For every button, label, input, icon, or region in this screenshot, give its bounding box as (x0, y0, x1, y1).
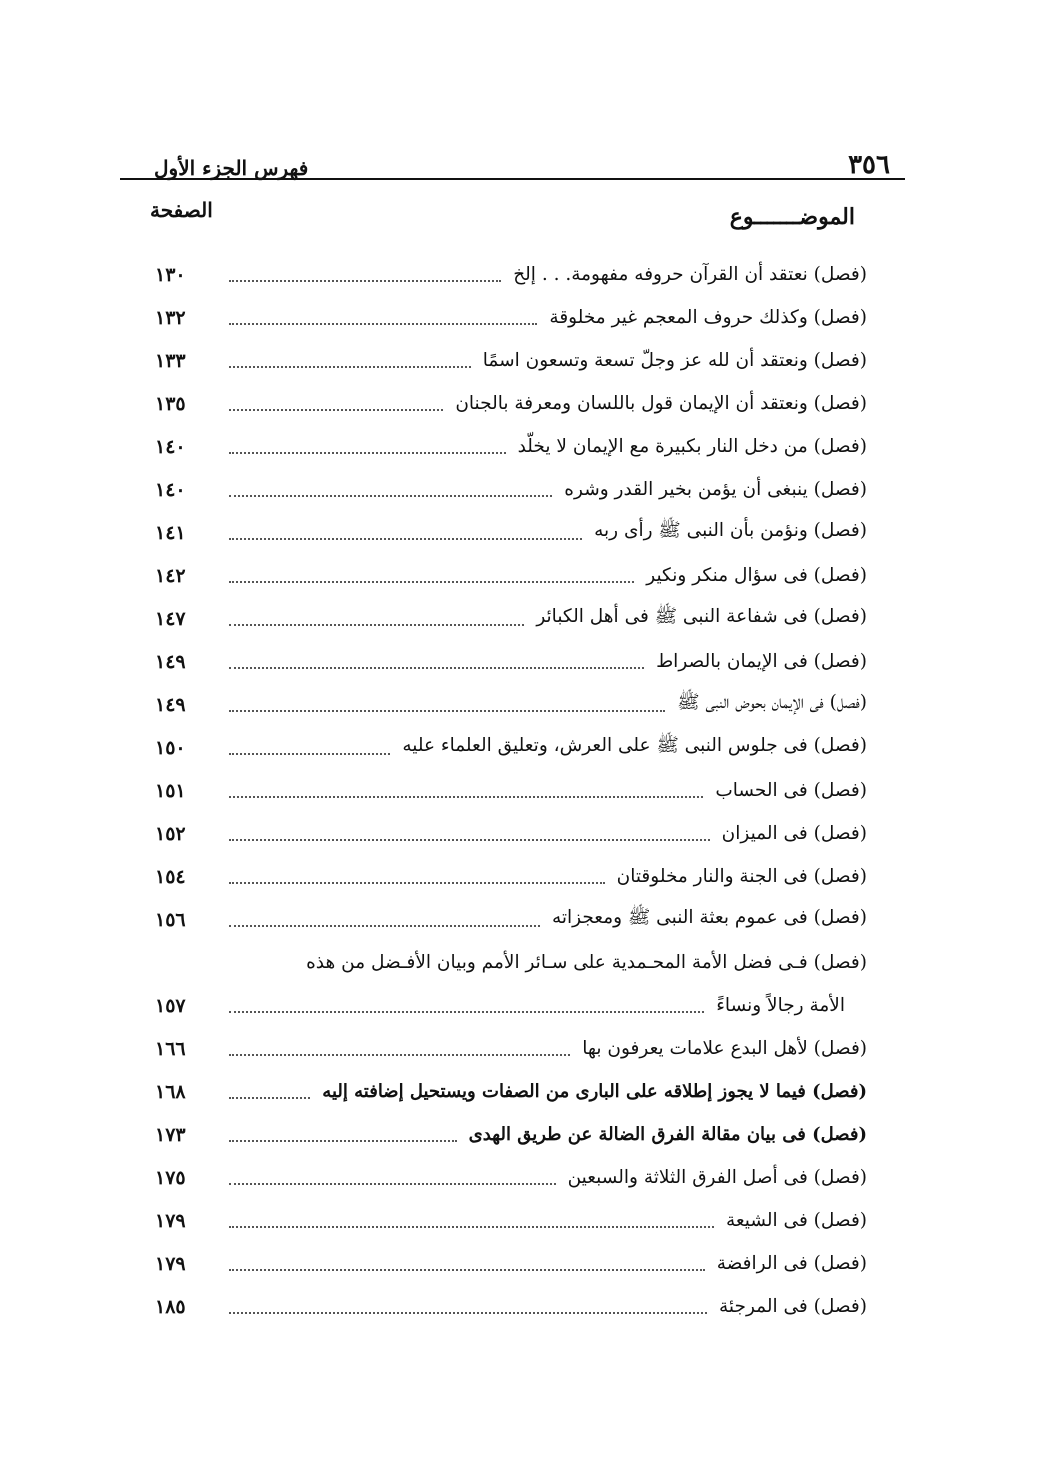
toc-entry (120, 769, 905, 812)
entry-page: ١٤٧ (155, 607, 186, 630)
dot-leader (229, 452, 506, 454)
column-headings (120, 198, 905, 238)
toc-entry (120, 382, 905, 425)
toc-entry (120, 296, 905, 339)
entry-title: (فصل) ونؤمن بأن النبى ﷺ رأى ربه (594, 519, 867, 541)
dot-leader (229, 624, 524, 626)
entry-title: (فصل) لأهل البدع علامات يعرفون بها (582, 1038, 867, 1059)
running-head (120, 138, 905, 178)
dot-leader (229, 1269, 705, 1271)
dot-leader (229, 796, 703, 798)
dot-leader (229, 581, 634, 583)
entry-title: (فصل) نعتقد أن القرآن حروفه مفهومة. . . إلخ (513, 264, 867, 285)
entry-title: (فصل) فى أصل الفرق الثلاثة والسبعين (567, 1167, 867, 1188)
entry-title: (فصل) ونعتقد أن لله عز وجلّ تسعة وتسعون اسمًا (482, 350, 867, 371)
entry-page: ١٤٠ (155, 435, 186, 458)
entry-title: (فصل) فى الرافضة (716, 1253, 867, 1274)
entry-page: ١٣٥ (155, 392, 186, 415)
toc-entry (120, 253, 905, 296)
dot-leader (229, 280, 501, 282)
entry-title: (فصل) ونعتقد أن الإيمان قول باللسان ومعرفة بالجنان (455, 393, 867, 414)
toc-entry (120, 683, 905, 726)
entry-page: ١٣٢ (155, 306, 186, 329)
entry-page: ١٥٦ (155, 908, 186, 931)
entry-title: (فصل) فـى فضل الأمة المحـمدية على سـائر الأمم وبيان الأفـضل من هذه (306, 952, 867, 973)
entry-title: (فصل) ينبغى أن يؤمن بخير القدر وشره (564, 479, 867, 500)
toc-entry (120, 1113, 905, 1156)
entry-page: ١٥٧ (155, 994, 186, 1017)
entry-page: ١٦٦ (155, 1037, 186, 1060)
entry-page: ١٥٢ (155, 822, 186, 845)
toc-entry (120, 468, 905, 511)
dot-leader (229, 1054, 570, 1056)
entry-page: ١٥١ (155, 779, 186, 802)
page-column-heading: الصفحة (150, 198, 213, 222)
dot-leader (229, 1097, 310, 1099)
toc-entry (120, 898, 905, 941)
entry-title: (فصل) فى عموم بعثة النبى ﷺ ومعجزاته (551, 906, 867, 928)
entry-title: (فصل) فى الإيمان بالصراط (656, 651, 867, 672)
entry-title: (فصل) فى الإيمان بحوض النبى ﷺ (677, 691, 867, 713)
dot-leader (229, 1183, 556, 1185)
toc-entry (120, 1285, 905, 1328)
entry-page: ١٥٠ (155, 736, 186, 759)
entry-title: (فصل) من دخل النار بكبيرة مع الإيمان لا يخلّد (517, 436, 867, 457)
entry-title: الأمة رجالاً ونساءً (716, 995, 845, 1016)
entry-title: (فصل) فى الميزان (721, 823, 867, 844)
entry-page: ١٤٢ (155, 564, 186, 587)
header-rule (120, 178, 905, 180)
entry-page: ١٤٩ (155, 650, 186, 673)
dot-leader (229, 1312, 707, 1314)
dot-leader (229, 538, 582, 540)
entry-page: ١٤٠ (155, 478, 186, 501)
toc-entry (120, 597, 905, 640)
toc-entry (120, 812, 905, 855)
dot-leader (229, 753, 390, 755)
dot-leader (229, 1011, 704, 1013)
toc-entry (120, 554, 905, 597)
toc-entry (120, 425, 905, 468)
entry-page: ١٣٠ (155, 263, 186, 286)
dot-leader (229, 1226, 714, 1228)
entry-title: (فصل) فيما لا يجوز إطلاقه على البارى من الصفات ويستحيل إضافته إليه (322, 1081, 867, 1102)
entry-page: ١٤٩ (155, 693, 186, 716)
dot-leader (229, 710, 665, 712)
entry-title: (فصل) فى الشيعة (725, 1210, 867, 1231)
entry-title: (فصل) فى جلوس النبى ﷺ على العرش، وتعليق العلماء عليه (402, 734, 867, 756)
entry-title: (فصل) فى شفاعة النبى ﷺ فى أهل الكبائر (536, 605, 867, 627)
page-number: ٣٥٦ (848, 150, 890, 180)
dot-leader (229, 667, 644, 669)
toc-entry (120, 1027, 905, 1070)
entry-title: (فصل) فى سؤال منكر ونكير (646, 565, 867, 586)
entry-title: (فصل) فى الحساب (715, 780, 867, 801)
entry-page: ١٧٣ (155, 1123, 186, 1146)
toc-entry (120, 511, 905, 554)
toc-entry-continuation (120, 984, 905, 1027)
entry-page: ١٧٥ (155, 1166, 186, 1189)
table-of-contents (120, 253, 905, 1328)
entry-page: ١٧٩ (155, 1252, 186, 1275)
toc-entry (120, 855, 905, 898)
entry-title: (فصل) وكذلك حروف المعجم غير مخلوقة (549, 307, 867, 328)
toc-entry (120, 339, 905, 382)
entry-page: ١٨٥ (155, 1295, 186, 1318)
toc-entry (120, 1156, 905, 1199)
entry-page: ١٣٣ (155, 349, 186, 372)
toc-entry (120, 1242, 905, 1285)
entry-title: (فصل) فى الجنة والنار مخلوقتان (616, 866, 867, 887)
dot-leader (229, 366, 471, 368)
toc-entry (120, 640, 905, 683)
entry-title: (فصل) فى المرجئة (719, 1296, 867, 1317)
dot-leader (229, 409, 443, 411)
toc-entry (120, 726, 905, 769)
entry-page: ١٤١ (155, 521, 186, 544)
running-title: فهرس الجزء الأول (154, 156, 309, 180)
dot-leader (229, 925, 540, 927)
toc-entry (120, 1199, 905, 1242)
toc-entry (120, 941, 905, 984)
topic-column-heading: الموضـــــــوع (729, 204, 855, 230)
entry-title: (فصل) فى بيان مقالة الفرق الضالة عن طريق الهدى (468, 1124, 867, 1145)
entry-page: ١٦٨ (155, 1080, 186, 1103)
dot-leader (229, 323, 537, 325)
dot-leader (229, 495, 552, 497)
index-page (120, 120, 905, 1380)
dot-leader (229, 839, 710, 841)
toc-entry (120, 1070, 905, 1113)
dot-leader (229, 1140, 457, 1142)
dot-leader (229, 882, 605, 884)
entry-page: ١٧٩ (155, 1209, 186, 1232)
entry-page: ١٥٤ (155, 865, 186, 888)
